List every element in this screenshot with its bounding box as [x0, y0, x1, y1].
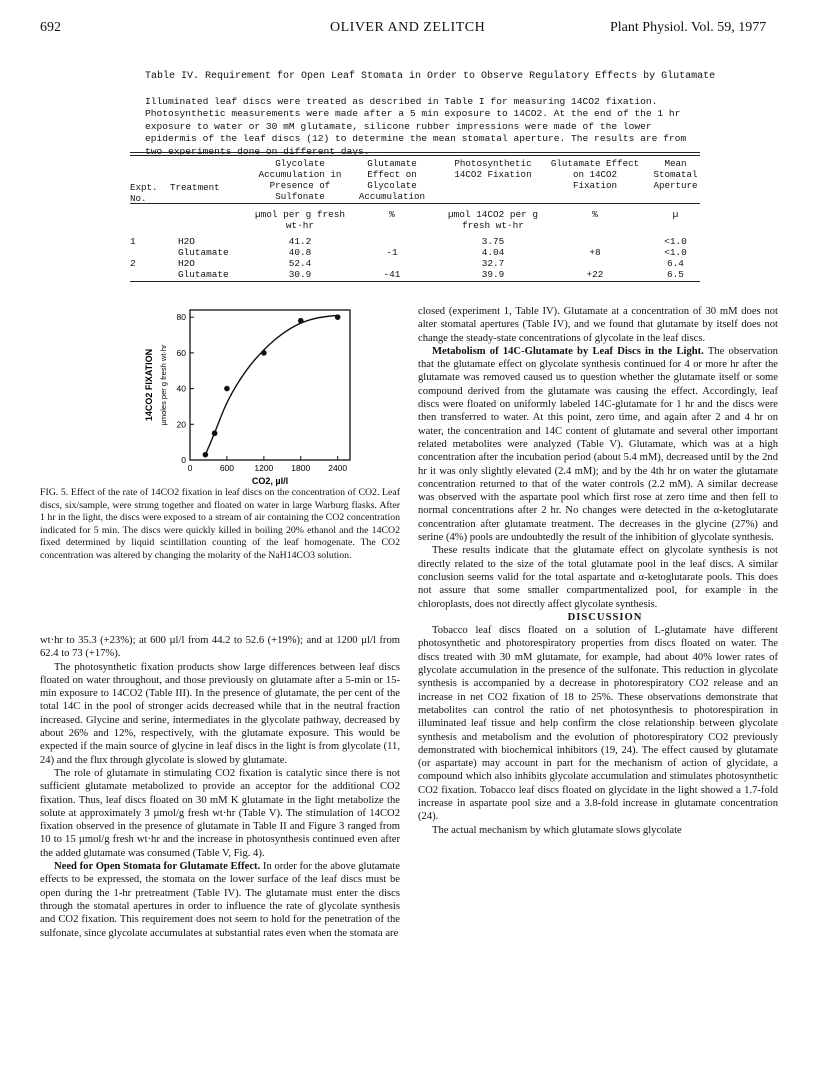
table-unit: µ — [672, 209, 679, 220]
table-cell: 40.8 — [288, 247, 312, 258]
table-cell: 6.5 — [667, 269, 684, 280]
section-text: In order for the above glutamate effects to be expressed, the stomata on the lower surface of the leaf discs must be open during the 1-hr pretreatment (Table IV). The glutamate must enter the discs through the stomatal apertures in order to influence the rate of glycolate synthesis and CO2 fixation. This requirement does not seem to hold for the penetration of the sulfonate, since glycolate accumulates at substantial rates even when the stomata are — [40, 861, 400, 939]
table-cell: <1.0 — [664, 236, 687, 247]
table-rule-top2 — [130, 155, 700, 156]
table-unit: % — [389, 209, 395, 220]
x-axis-label: CO2, µl/l — [251, 476, 289, 486]
table-cell: 1 — [130, 236, 136, 247]
x-tick-label: 600 — [219, 463, 235, 473]
table-cell: 39.9 — [481, 269, 505, 280]
table-cell: +8 — [589, 247, 601, 258]
table-header: Glutamate Effect on 14CO2 Fixation — [550, 158, 640, 191]
y-tick-label: 40 — [176, 383, 186, 394]
paragraph: The actual mechanism by which glutamate slows glycolate — [432, 824, 682, 836]
data-point — [224, 386, 230, 392]
table-cell: H2O — [178, 258, 195, 269]
data-point — [261, 350, 267, 356]
x-tick-label: 2400 — [328, 463, 348, 473]
table-cell: Glutamate — [178, 269, 229, 280]
figure-caption: FIG. 5. Effect of the rate of 14CO2 fixation in leaf discs on the concentration of CO2. Leaf discs, six/sample, were strung together and floated on water in large Warburg flasks. After 1 hr in the light, the discs were exposed to a stream of air containing the CO2 concentration indicated for 5 min. The discs were quickly killed in boiling 20% ethanol and the 14CO2 fixed determined by liquid scintillation counting of the leaf homogenate. The CO2 concentration was altered by changing the molarity of the NaH14CO3 solution. — [40, 487, 400, 561]
table-header: Expt. No. — [130, 182, 158, 204]
table-unit: % — [592, 209, 598, 220]
running-head-journal: Plant Physiol. Vol. 59, 1977 — [610, 20, 767, 35]
x-tick-label: 1800 — [291, 463, 311, 473]
section-heading: Need for Open Stomata for Glutamate Effect. — [54, 861, 261, 873]
table-cell: H2O — [178, 236, 195, 247]
paragraph: wt·hr to 35.3 (+23%); at 600 µl/l from 44.2 to 52.6 (+19%); and at 1200 µl/l from 62.4 to 73 (+17%). — [40, 635, 400, 660]
table-rule-top — [130, 152, 700, 153]
paragraph: The photosynthetic fixation products show large differences between leaf discs floated on water throughout, and those previously on glutamate after a 5-min or 15-min exposure to 14CO2 (Table III). In the presence of glutamate, the per cent of the total 14C in the pool of stronger acids decreased while that in the neutral fraction increased. Glycine and serine, intermediates in the glycolate pathway, decreased by about 26% and 12%, respectively, with the glutamate exposure. This would be expected if the main source of glycine in leaf discs in the light is from glycolate (11, 24) and the flux through glycolate is slowed by glutamate. — [40, 661, 400, 766]
figure-5 — [130, 300, 360, 486]
table-cell: 6.4 — [667, 258, 684, 269]
table-header: Mean Stomatal Aperture — [653, 158, 698, 191]
paragraph: Tobacco leaf discs floated on a solution of L-glutamate have different photosynthetic and photorespiratory properties from discs floated on water. The discs treated with 30 mM glutamate, for example, had about 40% lower rates of glycolate accumulation in the presence of the sulfonate. This reduction in glycolate synthesis is accompanied by a decrease in photorespiratory CO2 release and an increase in net CO2 fixation of 18 to 25%. These observations demonstrate that metabolites can control the ratio of net photosynthesis to photorespiration in illuminated leaf tissue and help confirm the close relationship between glycolate synthesis and metabolism and the evolution of photorespiratory CO2 previously demonstrated with biochemical inhibitors (19, 24). The effect caused by glutamate (or aspartate) may account in part for the mechanism of action of glycidate, a compound which also inhibits glycolate accumulation and stimulates photosynthetic CO2 fixation. Tobacco leaf discs floated on glycidate in the light showed a 1.7-fold increase in aspartate pool size and a 3.8-fold increase in glutamate concentration (24). — [418, 625, 778, 823]
running-head-authors: OLIVER AND ZELITCH — [330, 20, 486, 35]
table-cell: 30.9 — [288, 269, 312, 280]
y-axis-label-units: µmoles per g fresh wt·hr — [159, 344, 168, 426]
table-cell: +22 — [586, 269, 604, 280]
y-tick-label: 60 — [176, 347, 186, 358]
table-cell: 41.2 — [288, 236, 312, 247]
section-heading: Metabolism of 14C-Glutamate by Leaf Discs in the Light. — [432, 345, 704, 357]
table-title: Table IV. Requirement for Open Leaf Stomata in Order to Observe Regulatory Effects by Glutamate — [145, 71, 716, 82]
table-cell: 52.4 — [288, 258, 312, 269]
data-point — [335, 314, 341, 320]
section-text: The observation that the glutamate effect on glycolate synthesis continued for 4 or more hr after the glutamate was removed caused us to question whether the glutamate itself or some compound derived from the glutamate was causing the effect. Accordingly, leaf discs were floated on uniformly labeled 14C-glutamate for 1 hr and the discs were then transferred to water. At this point, zero time, and again after 2 and 4 hr on water, the concentration and 14C content of glutamate and several other important related metabolites were analyzed (Table V). Glutamate, which was at a high concentration after the incubation period (about 5.4 mM), decreased until by the 2nd hr it was only slightly elevated (2.4 mM); and by the 4th hr on water the glutamate concentration returned to that of the water controls (2.2 mM). A similar decrease was observed with the aspartate pool which first rose at zero time and then fell to normal concentrations after 2 hr. No changes were detected in the α-ketoglutarate concentration after glutamate treatment. The decreases in the glycine (27%) and serine (4%) pools are undoubtedly the result of the inhibition of glycolate synthesis. — [418, 345, 778, 544]
table-header: Glutamate Effect on Glycolate Accumulation — [358, 158, 426, 202]
table-cell: -41 — [383, 269, 401, 280]
table-header: Treatment — [170, 182, 220, 193]
table-cell: 4.04 — [481, 247, 505, 258]
x-tick-label: 1200 — [254, 463, 274, 473]
y-tick-label: 0 — [181, 455, 186, 465]
chart-fig5 — [130, 300, 360, 486]
table-unit: µmol per g fresh wt·hr — [255, 209, 346, 231]
paragraph — [40, 860, 400, 940]
right-column — [418, 305, 778, 837]
series-line — [205, 315, 337, 454]
data-point — [212, 430, 218, 436]
paragraph: The role of glutamate in stimulating CO2 fixation is catalytic since there is not sufficient glutamate metabolized to provide an acceptor for the additional CO2 fixation. Thus, leaf discs floated on 30 mM K glutamate in the light metabolize the solute at approximately 3 µmol/g fresh wt·hr (Table V). The stimulation of 14CO2 fixation observed in the presence of glutamate in Table II and Figure 3 ranged from 10 to 15 µmol/g fresh wt·hr and the increase in photosynthesis continued even after the added glutamate was consumed (Table V, Fig. 4). — [40, 767, 400, 859]
table-cell: <1.0 — [664, 247, 687, 258]
plot-frame — [190, 310, 350, 460]
table-cell: -1 — [386, 247, 398, 258]
data-point — [203, 452, 209, 458]
table-unit: µmol 14CO2 per g fresh wt·hr — [448, 209, 539, 231]
table-header: Glycolate Accumulation in Presence of Sulfonate — [258, 158, 342, 202]
y-tick-label: 20 — [176, 419, 186, 430]
page-number: 692 — [40, 20, 61, 35]
y-tick-label: 80 — [176, 312, 186, 323]
table-cell: 3.75 — [481, 236, 505, 247]
data-table — [130, 158, 700, 288]
y-axis-label: 14CO2 FIXATION — [144, 348, 154, 422]
table-cell: Glutamate — [178, 247, 229, 258]
left-column — [40, 634, 400, 940]
table-rule-mid — [130, 203, 700, 204]
paragraph: These results indicate that the glutamate effect on glycolate synthesis is not directly related to the size of the total glutamate pool in the leaf discs. A similar conclusion seems valid for the total aspartate and α-ketoglutarate pools. This does not assure that some smaller compartmentalized pool, for example in the chloroplasts, does not directly affect glycolate synthesis. — [418, 545, 778, 610]
table-header: Photosynthetic 14CO2 Fixation — [454, 158, 532, 180]
data-point — [298, 318, 304, 324]
paragraph — [418, 345, 778, 544]
table-cell: 32.7 — [481, 258, 505, 269]
discussion-heading: DISCUSSION — [567, 611, 643, 623]
paragraph: closed (experiment 1, Table IV). Glutamate at a concentration of 30 mM does not alter stomatal apertures (Table IV), and we found that glutamate by itself does not change the steady-state concentrations of glycolate in the leaf discs. — [418, 306, 778, 344]
x-tick-label: 0 — [187, 463, 193, 473]
table-cell: 2 — [130, 258, 136, 269]
table-note: Illuminated leaf discs were treated as described in Table I for measuring 14CO2 fixation. Photosynthetic measurements were made after a 5 min exposure to 14CO2. At the end of the 1 hr exposure to water or 30 mM glutamate, silicone rubber impressions were made of the lower epidermis of the leaf discs (12) to determine the mean stomatal aperture. The results are from two experiments done on different days. — [145, 96, 687, 157]
table-rule-bottom — [130, 281, 700, 282]
